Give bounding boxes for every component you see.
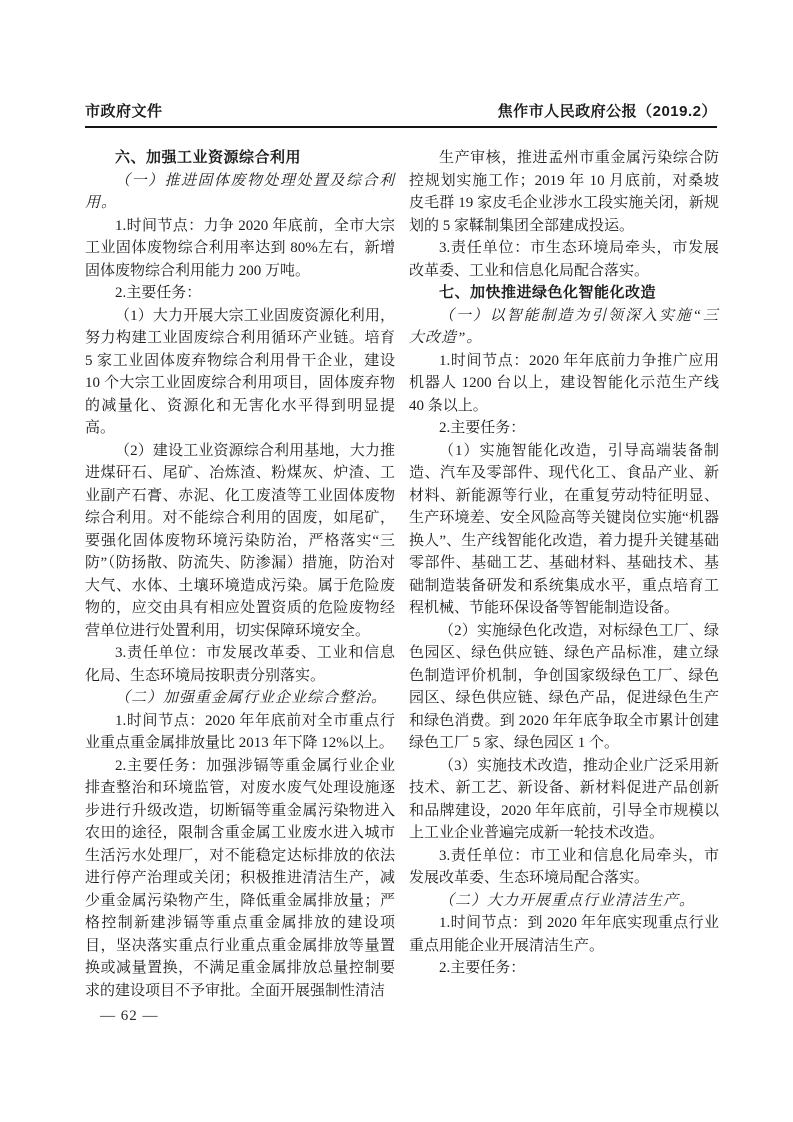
- body-paragraph: 2.主要任务：加强涉镉等重金属行业企业排查整治和环境监管，对废水废气处理设施逐步进行升级改造，切断镉等重金属污染物进入农田的途径，限制含重金属工业废水进入城市生活污水处理厂，对不能稳定达标排放的依法进行停产治理或关闭；积极推进清洁生产，减少重金属污染物产生，降低重金属排放量；严格控制新建涉镉等重点重金属排放的建设项目，坚决落实重点行业重点重金属排放等量置换或减量置换，不满足重金属排放总量控制要求的建设项目不予审批。全面开展强制性清洁: [85, 757, 395, 999]
- continuation-paragraph: 生产审核，推进孟州市重金属污染综合防控规划实施工作；2019 年 10 月底前，对桑坡皮毛群 19 家皮毛企业涉水工段实施关闭，新规划的 5 家鞣制集团全部建成投运。: [409, 150, 719, 234]
- right-column: [409, 147, 719, 1002]
- body-paragraph: 3.责任单位：市工业和信息化局牵头，市发展改革委、生态环境局配合落实。: [409, 847, 719, 886]
- body-paragraph: 3.责任单位：市发展改革委、工业和信息化局、生态环境局按职责分别落实。: [85, 645, 395, 684]
- header-right-title: 焦作市人民政府公报（2019.2）: [497, 103, 717, 120]
- subsection-heading: （二）大力开展重点行业清洁生产。: [439, 892, 696, 909]
- subsection-heading: （一）以智能制造为引领深入实施“三大改造”。: [409, 307, 719, 346]
- left-column: [85, 147, 395, 1002]
- content-columns: [85, 147, 719, 1002]
- section-heading: 七、加快推进绿色化智能化改造: [439, 284, 657, 301]
- body-paragraph: （1）实施智能化改造，引导高端装备制造、汽车及零部件、现代化工、食品产业、新材料、新能源等行业，在重复劳动特征明显、生产环境差、安全风险高等关键岗位实施“机器换人”、生产线智能化改造，着力提升关键基础零部件、基础工艺、基础材料、基础技术、基础制造装备研发和系统集成水平，重点培育工程机械、节能环保设备等智能制造设备。: [409, 442, 719, 616]
- body-paragraph: （3）实施技术改造，推动企业广泛采用新技术、新工艺、新设备、新材料促进产品创新和品牌建设，2020 年年底前，引导全市规模以上工业企业普遍完成新一轮技术改造。: [409, 757, 719, 841]
- page-footer: [100, 1008, 159, 1025]
- body-paragraph: 3.责任单位：市生态环境局牵头，市发展改革委、工业和信息化局配合落实。: [409, 240, 719, 279]
- body-paragraph: 1.时间节点：到 2020 年年底实现重点行业重点用能企业开展清洁生产。: [409, 915, 719, 954]
- body-paragraph: （1）大力开展大宗工业固废资源化利用，努力构建工业固废综合利用循环产业链。培育 5 家工业固体废弃物综合利用骨干企业，建设 10 个大宗工业固废综合利用项目，固体废弃物的减量化、资源化和无害化水平得到明显提高。: [85, 307, 395, 436]
- body-paragraph: 1.时间节点：2020 年年底前力争推广应用机器人 1200 台以上，建设智能化示范生产线 40 条以上。: [409, 352, 719, 414]
- subsection-heading: （二）加强重金属行业企业综合整治。: [115, 690, 388, 706]
- section-heading: 六、加强工业资源综合利用: [115, 149, 302, 166]
- body-paragraph: 2.主要任务：: [439, 420, 526, 436]
- body-paragraph: 2.主要任务：: [439, 960, 526, 976]
- subsection-heading: （一）推进固体废物处理处置及综合利用。: [85, 172, 395, 211]
- page-header: [85, 100, 717, 128]
- body-paragraph: （2）实施绿色化改造，对标绿色工厂、绿色园区、绿色供应链、绿色产品标准，建立绿色制造评价机制，争创国家级绿色工厂、绿色园区、绿色供应链、绿色产品，促进绿色生产和绿色消费。到 2020 年年底争取全市累计创建绿色工厂 5 家、绿色园区 1 个。: [409, 622, 719, 751]
- page-number: — 62 —: [100, 1008, 159, 1024]
- body-paragraph: 2.主要任务：: [115, 285, 202, 301]
- body-paragraph: （2）建设工业资源综合利用基地，大力推进煤矸石、尾矿、冶炼渣、粉煤灰、炉渣、工业副产石膏、赤泥、化工废渣等工业固体废物综合利用。对不能综合利用的固废，如尾矿，要强化固体废物环境污染防治，严格落实“三防”（防扬散、防流失、防渗漏）措施，防治对大气、水体、土壤环境造成污染。属于危险废物的，应交由具有相应处置资质的危险废物经营单位进行处置利用，切实保障环境安全。: [85, 442, 395, 639]
- body-paragraph: 1.时间节点：力争 2020 年底前，全市大宗工业固体废物综合利用率达到 80%左右，新增固体废物综合利用能力 200 万吨。: [85, 217, 395, 279]
- body-paragraph: 1.时间节点：2020 年年底前对全市重点行业重点重金属排放量比 2013 年下降 12%以上。: [85, 712, 395, 751]
- header-left-title: 市政府文件: [85, 103, 163, 120]
